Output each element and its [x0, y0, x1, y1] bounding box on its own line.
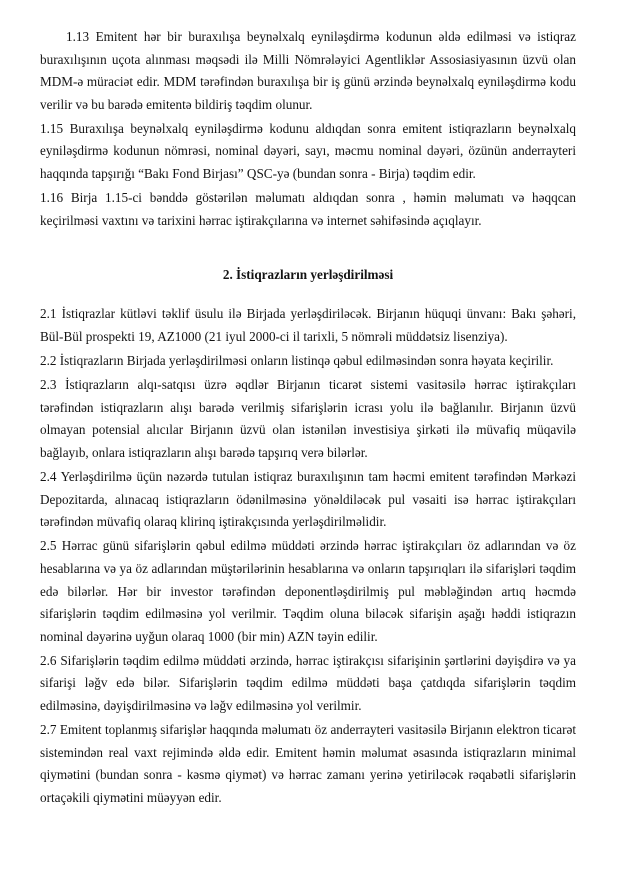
spacer-after-heading — [40, 286, 576, 303]
section-heading-2: 2. İstiqrazların yerləşdirilməsi — [222, 266, 394, 282]
paragraph-1-16: 1.16 Birja 1.15-ci bənddə göstərilən məlumatı aldıqdan sonra , həmin məlumatı və həqqcan keçirilməsi vaxtını və tarixini hərrac iştirakçılarına və internet səhifəsində açıqlayır. — [40, 190, 576, 228]
paragraph-2-5: 2.5 Hərrac günü sifarişlərin qəbul edilmə müddəti ərzində hərrac iştirakçıları öz adlarından və öz hesablarına və ya öz adlarından müştərilərinin hesablarına və onların tapşırıqları ilə sifarişləri təqdim edə bilərlər. Hər bir investor tərəfindən deponentləşdirilmiş pul məbləğindən artıq həcmdə sifarişlərin təqdim edilməsinə yol verilmir. Təqdim oluna biləcək sifarişin aşağı həddi istiqrazın nominal dəyərinə uyğun olaraq 1000 (bir min) AZN təyin edilir. — [40, 538, 576, 644]
paragraph-2-1: 2.1 İstiqrazlar kütləvi təklif üsulu ilə Birjada yerləşdiriləcək. Birjanın hüquqi ünvanı: Bakı şəhəri, Bül-Bül prospekti 19, AZ1000 (21 iyul 2000-ci il tarixli, 5 nömrəli müddətsiz lisenziya). — [40, 306, 576, 345]
paragraph-2-7: 2.7 Emitent toplanmış sifarişlər haqqında məlumatı öz anderrayteri vasitəsilə Birjanın elektron ticarət sistemindən real vaxt rejimində əldə edir. Emitent həmin məlumat əsasında istiqrazların minimal qiymətini (bundan sonra - kəsmə qiymət) və hərrac zamanı yerinə yetiriləcək rəqabətli sifarişlərin ortaçəkili qiymətini müəyyən edir. — [40, 722, 576, 805]
paragraph-2-4: 2.4 Yerləşdirilmə üçün nəzərdə tutulan istiqraz buraxılışının tam həcmi emitent tərəfindən Mərkəzi Depozitarda, alınacaq istiqrazların ödənilməsinə yönəldiləcək pul vəsaiti isə hərrac iştirakçıları tərəfindən müvafiq olaraq klirinq iştirakçısında yerləşdirilməlidir. — [40, 469, 576, 530]
paragraph-2-3: 2.3 İstiqrazların alqı-satqısı üzrə əqdlər Birjanın ticarət sistemi vasitəsilə hərrac iştirakçıları tərəfindən istiqrazların alışı barədə verilmiş sifarişlərin icrası yolu ilə bağlanılır. Birjanın üzvü olmayan potensial alıcılar Birjanın üzvü olan istənilən investisiya şirkəti ilə müvafiq müqavilə bağlayıb, onlara istiqrazların alışı barədə tapşırıq verə bilərlər. — [40, 377, 576, 460]
paragraph-1-15: 1.15 Buraxılışa beynəlxalq eyniləşdirmə kodunu aldıqdan sonra emitent istiqrazların beynəlxalq eyniləşdirmə kodunun nömrəsi, nominal dəyəri, sayı, məcmu nominal dəyəri, özünün anderrayteri haqqında tapşırığı “Bakı Fond Birjası” QSC-yə (bundan sonra - Birja) təqdim edir. — [40, 120, 576, 182]
spacer-before-heading — [40, 234, 576, 264]
paragraph-1-13: 1.13 Emitent hər bir buraxılışa beynəlxalq eyniləşdirmə kodunun əldə edilməsi və istiqraz buraxılışının uçota alınması məqsədi ilə Milli Nömrələyici Agentliklər Assosiasiyasının üzvü olan MDM-ə müraciət edir. MDM tərəfindən buraxılışa bir iş günü ərzində beynəlxalq eyniləşdirmə kodu verilir və bu barədə emitentə bildiriş təqdim olunur. — [40, 29, 576, 112]
paragraph-2-6: 2.6 Sifarişlərin təqdim edilmə müddəti ərzində, hərrac iştirakçısı sifarişinin şərtlərini dəyişdirə və ya sifarişi ləğv edə bilər. Sifarişlərin təqdim edilmə müddəti başa çatdıqda sifarişlərin təqdim edilməsinə, dəyişdirilməsinə və ləğv edilməsinə yol verilmir. — [40, 652, 576, 714]
paragraph-2-2: 2.2 İstiqrazların Birjada yerləşdirilməsi onların listinqə qəbul edilməsindən sonra həyata keçirilir. — [40, 353, 554, 369]
